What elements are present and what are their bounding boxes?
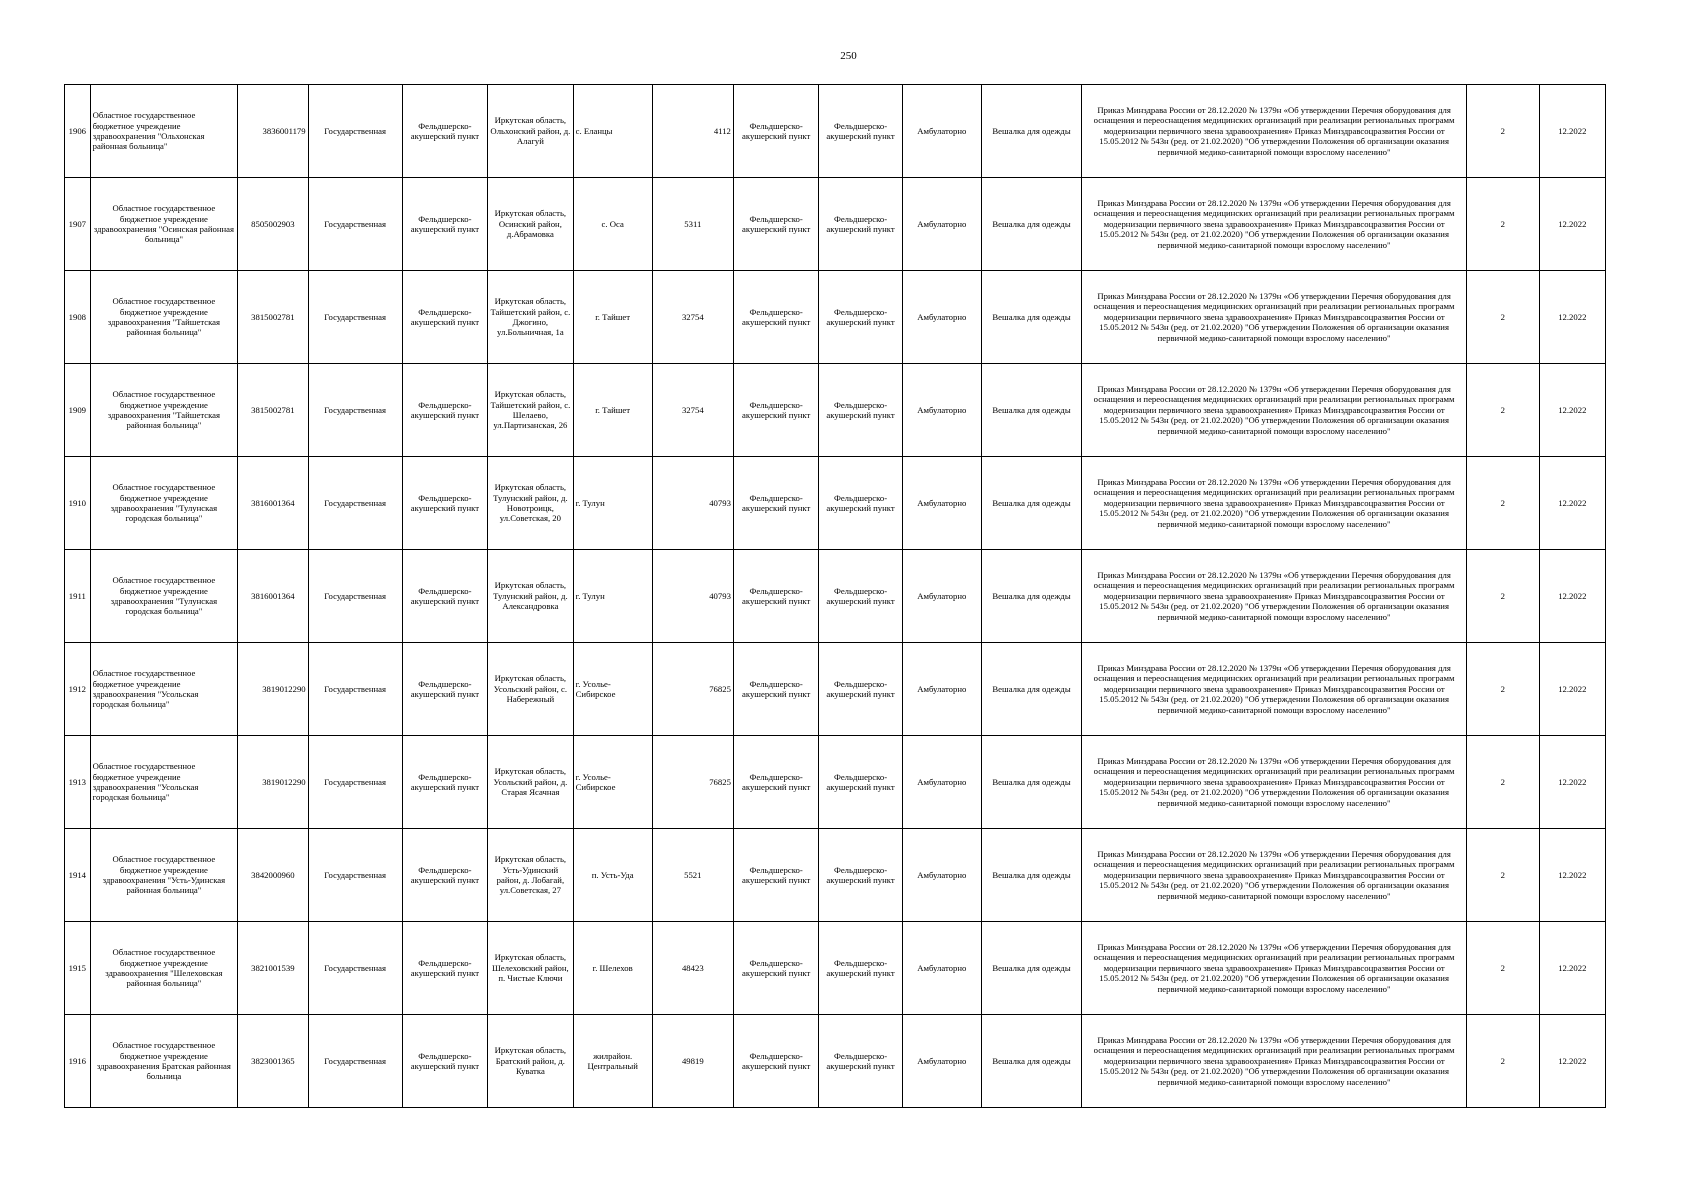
- quantity-cell: 2: [1466, 85, 1539, 178]
- address-cell: Иркутская область, Шелеховский район, п. Чистые Ключи: [488, 922, 573, 1015]
- ownership-cell: Государственная: [308, 457, 402, 550]
- regulation-cell: Приказ Минздрава России от 28.12.2020 № 1379н «Об утверждении Перечня оборудования для оснащения и переоснащения медицинских организаций при реализации региональных программ модернизации первичного звена здравоохранения» Приказ Минздравсоцразвития России от 15.05.2012 № 543н (ред. от 21.02.2020) "Об утверждении Положения об организации оказания первичной медико-санитарной помощи взрослому населению": [1082, 643, 1467, 736]
- table-row: [65, 643, 1606, 736]
- organization-cell: Областное государственное бюджетное учреждение здравоохранения "Шелеховская районная больница": [90, 922, 237, 1015]
- unit-type-cell: Фельдшерско-акушерский пункт: [402, 736, 487, 829]
- quantity-cell: 2: [1466, 922, 1539, 1015]
- settlement-cell: г. Тулун: [573, 550, 652, 643]
- table-row: [65, 550, 1606, 643]
- table-row: [65, 457, 1606, 550]
- quantity-cell: 2: [1466, 364, 1539, 457]
- unit-type-cell: Фельдшерско-акушерский пункт: [402, 922, 487, 1015]
- equipment-cell: Вешалка для одежды: [981, 922, 1081, 1015]
- row-number-cell: 1914: [65, 829, 91, 922]
- address-cell: Иркутская область, Тулунский район, д. Новотроицк, ул.Советская, 20: [488, 457, 573, 550]
- settlement-cell: с. Оса: [573, 178, 652, 271]
- organization-cell: Областное государственное бюджетное учреждение здравоохранения "Усть-Удинская районная больница": [90, 829, 237, 922]
- ownership-cell: Государственная: [308, 829, 402, 922]
- quantity-cell: 2: [1466, 457, 1539, 550]
- settlement-cell: п. Усть-Уда: [573, 829, 652, 922]
- unit-name-cell: Фельдшерско-акушерский пункт: [733, 85, 818, 178]
- date-cell: 12.2022: [1539, 457, 1605, 550]
- equipment-cell: Вешалка для одежды: [981, 1015, 1081, 1108]
- population-cell: 49819: [652, 1015, 733, 1108]
- unit-kind-cell: Фельдшерско-акушерский пункт: [819, 643, 902, 736]
- date-cell: 12.2022: [1539, 271, 1605, 364]
- unit-name-cell: Фельдшерско-акушерский пункт: [733, 178, 818, 271]
- unit-type-cell: Фельдшерско-акушерский пункт: [402, 271, 487, 364]
- quantity-cell: 2: [1466, 178, 1539, 271]
- unit-name-cell: Фельдшерско-акушерский пункт: [733, 457, 818, 550]
- organization-cell: Областное государственное бюджетное учреждение здравоохранения "Ольхонская районная больница": [90, 85, 237, 178]
- care-condition-cell: Амбулаторно: [902, 364, 981, 457]
- page-number: 250: [840, 50, 857, 62]
- equipment-cell: Вешалка для одежды: [981, 643, 1081, 736]
- regulation-cell: Приказ Минздрава России от 28.12.2020 № 1379н «Об утверждении Перечня оборудования для оснащения и переоснащения медицинских организаций при реализации региональных программ модернизации первичного звена здравоохранения» Приказ Минздравсоцразвития России от 15.05.2012 № 543н (ред. от 21.02.2020) "Об утверждении Положения об организации оказания первичной медико-санитарной помощи взрослому населению": [1082, 550, 1467, 643]
- date-cell: 12.2022: [1539, 178, 1605, 271]
- regulation-cell: Приказ Минздрава России от 28.12.2020 № 1379н «Об утверждении Перечня оборудования для оснащения и переоснащения медицинских организаций при реализации региональных программ модернизации первичного звена здравоохранения» Приказ Минздравсоцразвития России от 15.05.2012 № 543н (ред. от 21.02.2020) "Об утверждении Положения об организации оказания первичной медико-санитарной помощи взрослому населению": [1082, 85, 1467, 178]
- date-cell: 12.2022: [1539, 922, 1605, 1015]
- inn-cell: 3819012290: [238, 643, 309, 736]
- settlement-cell: жилрайон. Центральный: [573, 1015, 652, 1108]
- care-condition-cell: Амбулаторно: [902, 736, 981, 829]
- row-number-cell: 1906: [65, 85, 91, 178]
- settlement-cell: г. Тулун: [573, 457, 652, 550]
- table-body: [65, 85, 1606, 1108]
- regulation-cell: Приказ Минздрава России от 28.12.2020 № 1379н «Об утверждении Перечня оборудования для оснащения и переоснащения медицинских организаций при реализации региональных программ модернизации первичного звена здравоохранения» Приказ Минздравсоцразвития России от 15.05.2012 № 543н (ред. от 21.02.2020) "Об утверждении Положения об организации оказания первичной медико-санитарной помощи взрослому населению": [1082, 829, 1467, 922]
- care-condition-cell: Амбулаторно: [902, 271, 981, 364]
- population-cell: 32754: [652, 364, 733, 457]
- unit-kind-cell: Фельдшерско-акушерский пункт: [819, 1015, 902, 1108]
- unit-name-cell: Фельдшерско-акушерский пункт: [733, 922, 818, 1015]
- ownership-cell: Государственная: [308, 643, 402, 736]
- date-cell: 12.2022: [1539, 829, 1605, 922]
- unit-type-cell: Фельдшерско-акушерский пункт: [402, 829, 487, 922]
- table-row: [65, 736, 1606, 829]
- unit-name-cell: Фельдшерско-акушерский пункт: [733, 271, 818, 364]
- care-condition-cell: Амбулаторно: [902, 85, 981, 178]
- population-cell: 40793: [652, 550, 733, 643]
- address-cell: Иркутская область, Усольский район, с. Набережный: [488, 643, 573, 736]
- unit-name-cell: Фельдшерско-акушерский пункт: [733, 643, 818, 736]
- unit-kind-cell: Фельдшерско-акушерский пункт: [819, 736, 902, 829]
- care-condition-cell: Амбулаторно: [902, 178, 981, 271]
- ownership-cell: Государственная: [308, 1015, 402, 1108]
- population-cell: 76825: [652, 736, 733, 829]
- organization-cell: Областное государственное бюджетное учреждение здравоохранения "Усольская городская больница": [90, 736, 237, 829]
- quantity-cell: 2: [1466, 829, 1539, 922]
- population-cell: 4112: [652, 85, 733, 178]
- ownership-cell: Государственная: [308, 178, 402, 271]
- unit-kind-cell: Фельдшерско-акушерский пункт: [819, 85, 902, 178]
- inn-cell: 3816001364: [238, 550, 309, 643]
- row-number-cell: 1911: [65, 550, 91, 643]
- date-cell: 12.2022: [1539, 550, 1605, 643]
- equipment-cell: Вешалка для одежды: [981, 829, 1081, 922]
- unit-kind-cell: Фельдшерско-акушерский пункт: [819, 829, 902, 922]
- population-cell: 32754: [652, 271, 733, 364]
- regulation-cell: Приказ Минздрава России от 28.12.2020 № 1379н «Об утверждении Перечня оборудования для оснащения и переоснащения медицинских организаций при реализации региональных программ модернизации первичного звена здравоохранения» Приказ Минздравсоцразвития России от 15.05.2012 № 543н (ред. от 21.02.2020) "Об утверждении Положения об организации оказания первичной медико-санитарной помощи взрослому населению": [1082, 1015, 1467, 1108]
- unit-name-cell: Фельдшерско-акушерский пункт: [733, 1015, 818, 1108]
- regulation-cell: Приказ Минздрава России от 28.12.2020 № 1379н «Об утверждении Перечня оборудования для оснащения и переоснащения медицинских организаций при реализации региональных программ модернизации первичного звена здравоохранения» Приказ Минздравсоцразвития России от 15.05.2012 № 543н (ред. от 21.02.2020) "Об утверждении Положения об организации оказания первичной медико-санитарной помощи взрослому населению": [1082, 364, 1467, 457]
- address-cell: Иркутская область, Тайшетский район, с. Шелаево, ул.Партизанская, 26: [488, 364, 573, 457]
- table-row: [65, 85, 1606, 178]
- row-number-cell: 1910: [65, 457, 91, 550]
- address-cell: Иркутская область, Ольхонский район, д. Алагуй: [488, 85, 573, 178]
- row-number-cell: 1908: [65, 271, 91, 364]
- population-cell: 5521: [652, 829, 733, 922]
- unit-name-cell: Фельдшерско-акушерский пункт: [733, 829, 818, 922]
- inn-cell: 3815002781: [238, 364, 309, 457]
- unit-kind-cell: Фельдшерско-акушерский пункт: [819, 271, 902, 364]
- unit-type-cell: Фельдшерско-акушерский пункт: [402, 364, 487, 457]
- unit-type-cell: Фельдшерско-акушерский пункт: [402, 457, 487, 550]
- row-number-cell: 1907: [65, 178, 91, 271]
- table-row: [65, 271, 1606, 364]
- unit-name-cell: Фельдшерско-акушерский пункт: [733, 364, 818, 457]
- address-cell: Иркутская область, Братский район, д. Куватка: [488, 1015, 573, 1108]
- address-cell: Иркутская область, Усольский район, д. Старая Ясачная: [488, 736, 573, 829]
- table-row: [65, 922, 1606, 1015]
- row-number-cell: 1912: [65, 643, 91, 736]
- table-row: [65, 829, 1606, 922]
- equipment-cell: Вешалка для одежды: [981, 85, 1081, 178]
- address-cell: Иркутская область, Усть-Удинский район, д. Лобагай, ул.Советская, 27: [488, 829, 573, 922]
- population-cell: 48423: [652, 922, 733, 1015]
- inn-cell: 8505002903: [238, 178, 309, 271]
- row-number-cell: 1913: [65, 736, 91, 829]
- settlement-cell: г. Усолье-Сибирское: [573, 736, 652, 829]
- ownership-cell: Государственная: [308, 364, 402, 457]
- unit-kind-cell: Фельдшерско-акушерский пункт: [819, 550, 902, 643]
- organization-cell: Областное государственное бюджетное учреждение здравоохранения "Тулунская городская больница": [90, 550, 237, 643]
- equipment-cell: Вешалка для одежды: [981, 271, 1081, 364]
- regulation-cell: Приказ Минздрава России от 28.12.2020 № 1379н «Об утверждении Перечня оборудования для оснащения и переоснащения медицинских организаций при реализации региональных программ модернизации первичного звена здравоохранения» Приказ Минздравсоцразвития России от 15.05.2012 № 543н (ред. от 21.02.2020) "Об утверждении Положения об организации оказания первичной медико-санитарной помощи взрослому населению": [1082, 271, 1467, 364]
- population-cell: 40793: [652, 457, 733, 550]
- organization-cell: Областное государственное бюджетное учреждение здравоохранения Братская районная больница: [90, 1015, 237, 1108]
- address-cell: Иркутская область, Тайшетский район, с. Джогино, ул.Больничная, 1а: [488, 271, 573, 364]
- ownership-cell: Государственная: [308, 550, 402, 643]
- ownership-cell: Государственная: [308, 85, 402, 178]
- settlement-cell: г. Тайшет: [573, 364, 652, 457]
- regulation-cell: Приказ Минздрава России от 28.12.2020 № 1379н «Об утверждении Перечня оборудования для оснащения и переоснащения медицинских организаций при реализации региональных программ модернизации первичного звена здравоохранения» Приказ Минздравсоцразвития России от 15.05.2012 № 543н (ред. от 21.02.2020) "Об утверждении Положения об организации оказания первичной медико-санитарной помощи взрослому населению": [1082, 178, 1467, 271]
- population-cell: 76825: [652, 643, 733, 736]
- inn-cell: 3842000960: [238, 829, 309, 922]
- care-condition-cell: Амбулаторно: [902, 643, 981, 736]
- settlement-cell: г. Тайшет: [573, 271, 652, 364]
- inn-cell: 3819012290: [238, 736, 309, 829]
- unit-kind-cell: Фельдшерско-акушерский пункт: [819, 364, 902, 457]
- settlement-cell: г. Усолье-Сибирское: [573, 643, 652, 736]
- quantity-cell: 2: [1466, 736, 1539, 829]
- quantity-cell: 2: [1466, 271, 1539, 364]
- equipment-cell: Вешалка для одежды: [981, 178, 1081, 271]
- equipment-cell: Вешалка для одежды: [981, 736, 1081, 829]
- organization-cell: Областное государственное бюджетное учреждение здравоохранения "Тайшетская районная больница": [90, 364, 237, 457]
- unit-type-cell: Фельдшерско-акушерский пункт: [402, 178, 487, 271]
- inn-cell: 3816001364: [238, 457, 309, 550]
- inn-cell: 3836001179: [238, 85, 309, 178]
- quantity-cell: 2: [1466, 550, 1539, 643]
- date-cell: 12.2022: [1539, 736, 1605, 829]
- ownership-cell: Государственная: [308, 736, 402, 829]
- equipment-cell: Вешалка для одежды: [981, 457, 1081, 550]
- unit-type-cell: Фельдшерско-акушерский пункт: [402, 1015, 487, 1108]
- date-cell: 12.2022: [1539, 1015, 1605, 1108]
- unit-kind-cell: Фельдшерско-акушерский пункт: [819, 178, 902, 271]
- unit-type-cell: Фельдшерско-акушерский пункт: [402, 550, 487, 643]
- table-row: [65, 1015, 1606, 1108]
- table-row: [65, 178, 1606, 271]
- equipment-cell: Вешалка для одежды: [981, 550, 1081, 643]
- date-cell: 12.2022: [1539, 85, 1605, 178]
- unit-type-cell: Фельдшерско-акушерский пункт: [402, 85, 487, 178]
- unit-type-cell: Фельдшерско-акушерский пункт: [402, 643, 487, 736]
- settlement-cell: г. Шелехов: [573, 922, 652, 1015]
- organization-cell: Областное государственное бюджетное учреждение здравоохранения "Усольская городская больница": [90, 643, 237, 736]
- regulation-cell: Приказ Минздрава России от 28.12.2020 № 1379н «Об утверждении Перечня оборудования для оснащения и переоснащения медицинских организаций при реализации региональных программ модернизации первичного звена здравоохранения» Приказ Минздравсоцразвития России от 15.05.2012 № 543н (ред. от 21.02.2020) "Об утверждении Положения об организации оказания первичной медико-санитарной помощи взрослому населению": [1082, 457, 1467, 550]
- address-cell: Иркутская область, Тулунский район, д. Александровка: [488, 550, 573, 643]
- settlement-cell: с. Еланцы: [573, 85, 652, 178]
- organization-cell: Областное государственное бюджетное учреждение здравоохранения "Тайшетская районная больница": [90, 271, 237, 364]
- inn-cell: 3815002781: [238, 271, 309, 364]
- date-cell: 12.2022: [1539, 364, 1605, 457]
- care-condition-cell: Амбулаторно: [902, 1015, 981, 1108]
- row-number-cell: 1916: [65, 1015, 91, 1108]
- care-condition-cell: Амбулаторно: [902, 922, 981, 1015]
- regulation-cell: Приказ Минздрава России от 28.12.2020 № 1379н «Об утверждении Перечня оборудования для оснащения и переоснащения медицинских организаций при реализации региональных программ модернизации первичного звена здравоохранения» Приказ Минздравсоцразвития России от 15.05.2012 № 543н (ред. от 21.02.2020) "Об утверждении Положения об организации оказания первичной медико-санитарной помощи взрослому населению": [1082, 736, 1467, 829]
- regulation-cell: Приказ Минздрава России от 28.12.2020 № 1379н «Об утверждении Перечня оборудования для оснащения и переоснащения медицинских организаций при реализации региональных программ модернизации первичного звена здравоохранения» Приказ Минздравсоцразвития России от 15.05.2012 № 543н (ред. от 21.02.2020) "Об утверждении Положения об организации оказания первичной медико-санитарной помощи взрослому населению": [1082, 922, 1467, 1015]
- quantity-cell: 2: [1466, 643, 1539, 736]
- unit-name-cell: Фельдшерско-акушерский пункт: [733, 736, 818, 829]
- unit-name-cell: Фельдшерско-акушерский пункт: [733, 550, 818, 643]
- address-cell: Иркутская область, Осинский район, д.Абрамовка: [488, 178, 573, 271]
- organization-cell: Областное государственное бюджетное учреждение здравоохранения "Тулунская городская больница": [90, 457, 237, 550]
- quantity-cell: 2: [1466, 1015, 1539, 1108]
- unit-kind-cell: Фельдшерско-акушерский пункт: [819, 922, 902, 1015]
- population-cell: 5311: [652, 178, 733, 271]
- care-condition-cell: Амбулаторно: [902, 829, 981, 922]
- table-row: [65, 364, 1606, 457]
- equipment-cell: Вешалка для одежды: [981, 364, 1081, 457]
- inn-cell: 3821001539: [238, 922, 309, 1015]
- row-number-cell: 1915: [65, 922, 91, 1015]
- inn-cell: 3823001365: [238, 1015, 309, 1108]
- unit-kind-cell: Фельдшерско-акушерский пункт: [819, 457, 902, 550]
- ownership-cell: Государственная: [308, 271, 402, 364]
- registry-table: [64, 84, 1606, 1108]
- date-cell: 12.2022: [1539, 643, 1605, 736]
- care-condition-cell: Амбулаторно: [902, 457, 981, 550]
- row-number-cell: 1909: [65, 364, 91, 457]
- ownership-cell: Государственная: [308, 922, 402, 1015]
- organization-cell: Областное государственное бюджетное учреждение здравоохранения "Осинская районная больница": [90, 178, 237, 271]
- care-condition-cell: Амбулаторно: [902, 550, 981, 643]
